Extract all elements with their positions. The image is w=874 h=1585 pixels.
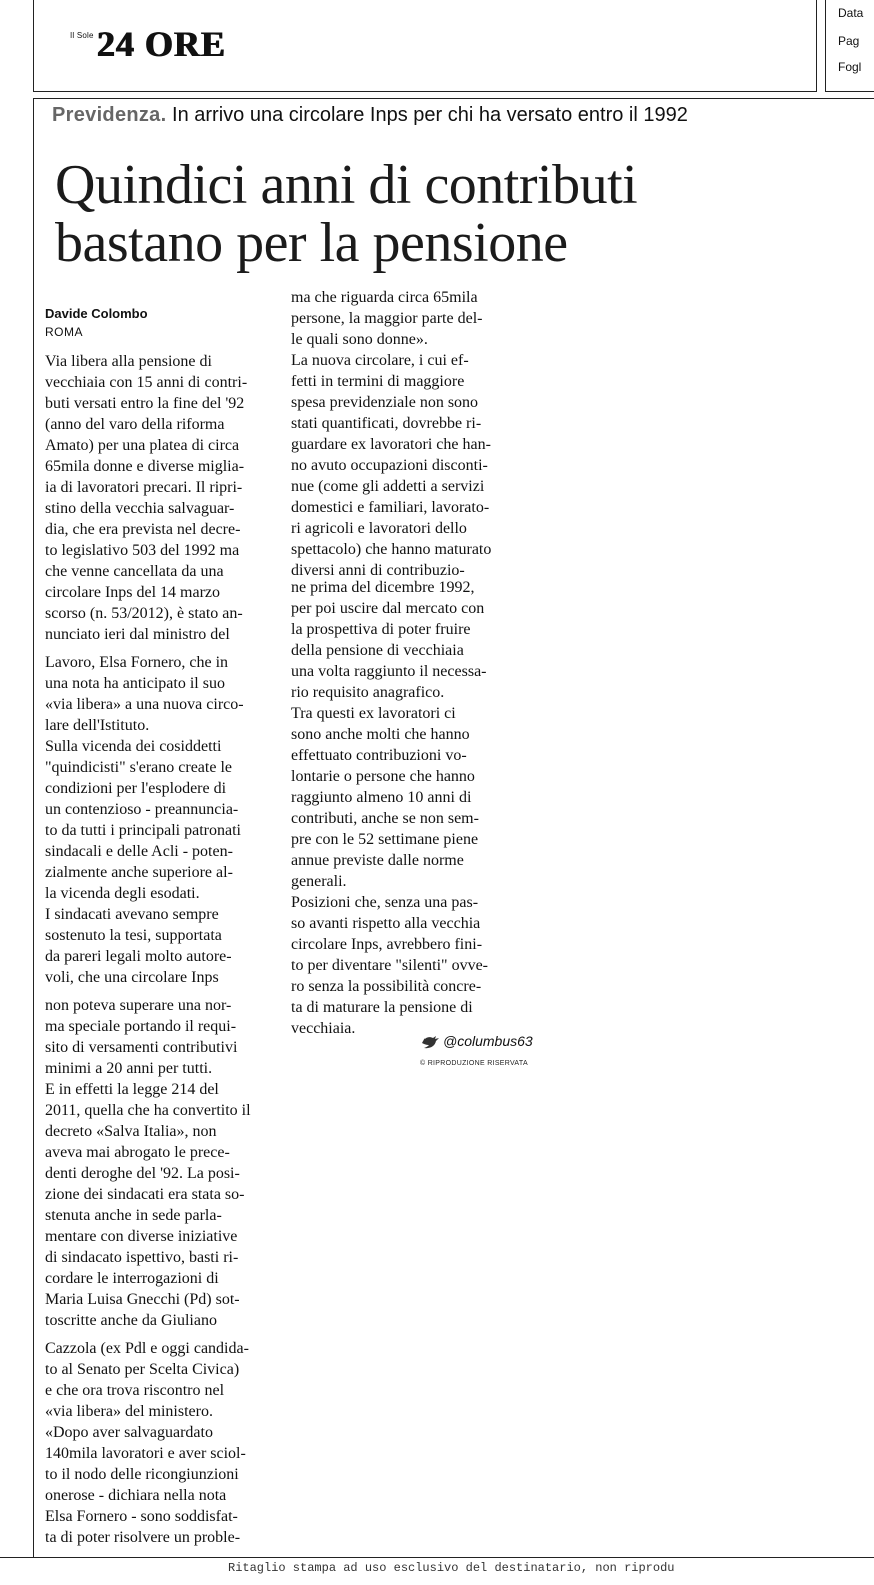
text-line: domestici e familiari, lavorato-	[291, 499, 490, 516]
text-line: circolare Inps, avrebbero fini-	[291, 936, 483, 953]
text-line: ne prima del dicembre 1992,	[291, 579, 475, 596]
text-line: lontarie o persone che hanno	[291, 768, 475, 785]
text-line: Amato) per una platea di circa	[45, 437, 240, 454]
copyright-notice: © RIPRODUZIONE RISERVATA	[420, 1060, 528, 1067]
text-line: voli, che una circolare Inps	[45, 969, 219, 986]
text-line: non poteva superare una nor-	[45, 997, 232, 1014]
text-line: zione dei sindacati era stata so-	[45, 1186, 245, 1203]
text-line: effettuato contribuzioni vo-	[291, 747, 467, 764]
text-line: guardare ex lavoratori che han-	[291, 436, 491, 453]
text-line: 65mila donne e diverse miglia-	[45, 458, 245, 475]
text-line: stenuta anche in sede parla-	[45, 1207, 222, 1224]
meta-label-page: Pag	[838, 34, 860, 48]
text-line: onerose - dichiara nella nota	[45, 1487, 227, 1504]
text-line: generali.	[291, 873, 347, 890]
text-line: "quindicisti" s'erano create le	[45, 759, 232, 776]
text-line: Tra questi ex lavoratori ci	[291, 705, 456, 722]
headline-line: bastano per la pensione	[55, 212, 568, 274]
text-line: ta di maturare la pensione di	[291, 999, 473, 1016]
text-line: rio requisito anagrafico.	[291, 684, 445, 701]
text-line: aveva mai abrogato le prece-	[45, 1144, 230, 1161]
text-line: «Dopo aver salvaguardato	[45, 1424, 213, 1441]
text-line: Posizioni che, senza una pas-	[291, 894, 479, 911]
text-line: 140mila lavoratori e aver sciol-	[45, 1445, 246, 1462]
text-line: vecchiaia.	[291, 1020, 356, 1037]
text-line: Maria Luisa Gnecchi (Pd) sot-	[45, 1291, 240, 1308]
text-line: per poi uscire dal mercato con	[291, 600, 485, 617]
text-line: Lavoro, Elsa Fornero, che in	[45, 654, 229, 671]
text-line: condizioni per l'esplodere di	[45, 780, 227, 797]
text-line: persone, la maggior parte del-	[291, 310, 483, 327]
text-line: minimi a 20 anni per tutti.	[45, 1060, 213, 1077]
text-line: La nuova circolare, i cui ef-	[291, 352, 469, 369]
article-kicker	[52, 104, 688, 127]
text-line: ia di lavoratori precari. Il ripri-	[45, 479, 243, 496]
text-line: zialmente anche superiore al-	[45, 864, 233, 881]
text-line: no avuto occupazioni disconti-	[291, 457, 488, 474]
text-line: che venne cancellata da una	[45, 563, 224, 580]
text-line: cordare le interrogazioni di	[45, 1270, 219, 1287]
twitter-bird-icon	[420, 1033, 440, 1051]
text-line: decreto «Salva Italia», non	[45, 1123, 217, 1140]
column-block	[45, 652, 244, 988]
logo-small-text: Il Sole	[70, 31, 94, 40]
text-line: un contenzioso - preannuncia-	[45, 801, 239, 818]
text-line: to per diventare "silenti" ovve-	[291, 957, 488, 974]
text-line: so avanti rispetto alla vecchia	[291, 915, 481, 932]
headline-line: Quindici anni di contributi	[55, 154, 638, 216]
text-line: vecchiaia con 15 anni di contri-	[45, 374, 248, 391]
text-line: to al Senato per Scelta Civica)	[45, 1361, 240, 1378]
text-line: la vicenda degli esodati.	[45, 885, 200, 902]
text-line: le quali sono donne».	[291, 331, 428, 348]
text-line: ri agricoli e lavoratori dello	[291, 520, 467, 537]
text-line: annue previste dalle norme	[291, 852, 464, 869]
footer-disclaimer: Ritaglio stampa ad uso esclusivo del destinatario, non riprodu	[228, 1561, 675, 1575]
text-line: fetti in termini di maggiore	[291, 373, 465, 390]
text-line: ta di poter risolvere un proble-	[45, 1529, 241, 1546]
text-line: sindacali e delle Acli - poten-	[45, 843, 233, 860]
text-line: dia, che era prevista nel decre-	[45, 521, 241, 538]
column-block	[45, 351, 247, 645]
text-line: sostenuto la tesi, supportata	[45, 927, 222, 944]
column-block	[291, 577, 488, 1039]
text-line: «via libera» del ministero.	[45, 1403, 213, 1420]
text-line: sito di versamenti contributivi	[45, 1039, 238, 1056]
text-line: contributi, anche se non sem-	[291, 810, 479, 827]
text-line: scorso (n. 53/2012), è stato an-	[45, 605, 243, 622]
text-line: mentare con diverse iniziative	[45, 1228, 238, 1245]
twitter-handle: @columbus63	[443, 1033, 533, 1049]
newspaper-logo: 24 ORE	[97, 24, 227, 64]
text-line: denti deroghe del '92. La posi-	[45, 1165, 240, 1182]
text-line: 2011, quella che ha convertito il	[45, 1102, 251, 1119]
text-line: to il nodo delle ricongiunzioni	[45, 1466, 239, 1483]
text-line: di sindacato ispettivo, basti ri-	[45, 1249, 239, 1266]
text-line: la prospettiva di poter fruire	[291, 621, 471, 638]
text-line: to da tutti i principali patronati	[45, 822, 241, 839]
text-line: buti versati entro la fine del '92	[45, 395, 245, 412]
dateline: ROMA	[45, 325, 83, 339]
text-line: sono anche molti che hanno	[291, 726, 470, 743]
text-line: ro senza la possibilità concre-	[291, 978, 482, 995]
meta-label-date: Data	[838, 6, 864, 20]
text-line: spesa previdenziale non sono	[291, 394, 479, 411]
footer-divider	[0, 1557, 874, 1558]
text-line: Via libera alla pensione di	[45, 353, 212, 370]
article-headline	[55, 156, 637, 272]
text-line: circolare Inps del 14 marzo	[45, 584, 221, 601]
text-line: Sulla vicenda dei cosiddetti	[45, 738, 222, 755]
text-line: lare dell'Istituto.	[45, 717, 150, 734]
text-line: nue (come gli addetti a servizi	[291, 478, 485, 495]
column-block	[45, 995, 251, 1331]
metadata-box	[825, 0, 874, 92]
text-line: della pensione di vecchiaia	[291, 642, 464, 659]
column-block	[291, 287, 491, 581]
text-line: ma speciale portando il requi-	[45, 1018, 237, 1035]
text-line: nunciato ieri dal ministro del	[45, 626, 230, 643]
text-line: I sindacati avevano sempre	[45, 906, 219, 923]
text-line: stati quantificati, dovrebbe ri-	[291, 415, 482, 432]
text-line: diversi anni di contribuzio-	[291, 562, 465, 579]
kicker-label: Previdenza.	[52, 104, 167, 126]
text-line: Elsa Fornero - sono soddisfat-	[45, 1508, 238, 1525]
text-line: E in effetti la legge 214 del	[45, 1081, 219, 1098]
text-line: Cazzola (ex Pdl e oggi candida-	[45, 1340, 249, 1357]
text-line: e che ora trova riscontro nel	[45, 1382, 225, 1399]
text-line: raggiunto almeno 10 anni di	[291, 789, 472, 806]
text-line: una volta raggiunto il necessa-	[291, 663, 487, 680]
text-line: da pareri legali molto autore-	[45, 948, 232, 965]
text-line: to legislativo 503 del 1992 ma	[45, 542, 240, 559]
column-block	[45, 1338, 249, 1548]
text-line: «via libera» a una nuova circo-	[45, 696, 244, 713]
text-line: (anno del varo della riforma	[45, 416, 225, 433]
text-line: toscritte anche da Giuliano	[45, 1312, 217, 1329]
text-line: spettacolo) che hanno maturato	[291, 541, 492, 558]
kicker-text: In arrivo una circolare Inps per chi ha versato entro il 1992	[166, 104, 688, 126]
text-line: stino della vecchia salvaguar-	[45, 500, 235, 517]
text-line: pre con le 52 settimane piene	[291, 831, 479, 848]
text-line: una nota ha anticipato il suo	[45, 675, 225, 692]
byline: Davide Colombo	[45, 306, 148, 321]
meta-label-sheet: Fogl	[838, 60, 862, 74]
text-line: ma che riguarda circa 65mila	[291, 289, 478, 306]
